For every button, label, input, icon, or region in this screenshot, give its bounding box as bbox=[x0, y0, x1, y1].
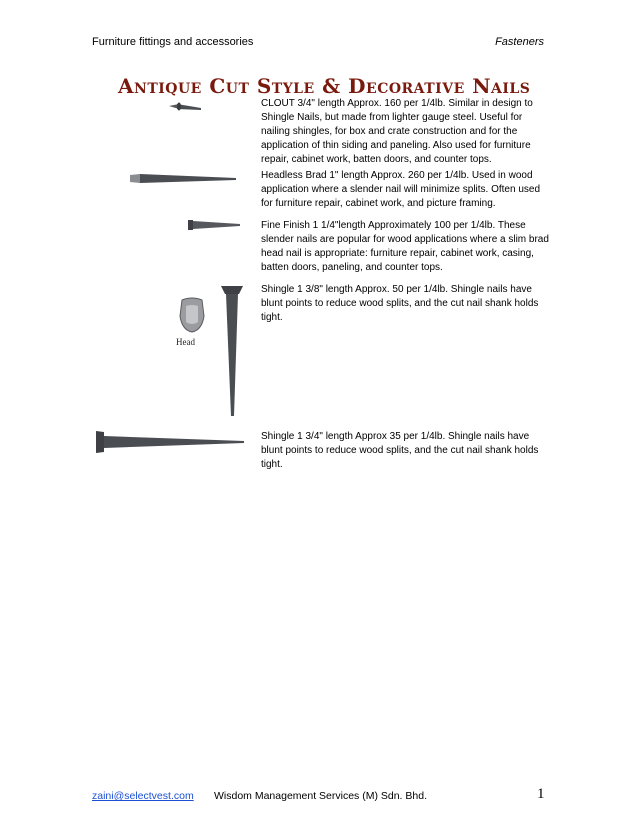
fine-finish-nail-image bbox=[186, 216, 242, 234]
footer-company: Wisdom Management Services (M) Sdn. Bhd. bbox=[214, 790, 427, 802]
footer-email-link[interactable]: zaini@selectvest.com bbox=[92, 790, 194, 802]
nail-head-image bbox=[176, 296, 208, 336]
clout-nail-image bbox=[165, 96, 205, 130]
entry-headless-brad: Headless Brad 1" length Approx. 260 per 1/4lb. Used in wood application where a slender nail will minimize splits. Often used for furniture repair, cabinet work, and picture framing. bbox=[261, 170, 541, 209]
entry-fine-finish: Fine Finish 1 1/4"length Approximately 100 per 1/4lb. These slender nails are popular for wood applications where a slim brad head nail is appropriate: furniture repair, cabinet work, casing, batten doors, paneling, and counter tops. bbox=[261, 220, 549, 273]
shingle-nail-vertical-image bbox=[218, 280, 246, 420]
page-title: Antique Cut Style & Decorative Nails bbox=[118, 74, 531, 98]
entry-shingle-1-3-8: Shingle 1 3/8" length Approx. 50 per 1/4lb. Shingle nails have blunt points to reduce wood splits, and the cut nail shank holds tight. bbox=[261, 284, 539, 323]
header-left: Furniture fittings and accessories bbox=[92, 36, 254, 48]
entry-clout: CLOUT 3/4" length Approx. 160 per 1/4lb. Similar in design to Shingle Nails, but made from lighter gauge steel. Useful for nailing shingles, for box and crate construction and for the application of thin siding and paneling. Also used for furniture repair, cabinet work, batten doors, and counter tops. bbox=[261, 98, 533, 165]
shingle-nail-horizontal-image bbox=[92, 428, 248, 456]
head-label: Head bbox=[176, 337, 195, 347]
header-right: Fasteners bbox=[495, 36, 544, 48]
page-number: 1 bbox=[537, 786, 545, 802]
entry-shingle-1-3-4: Shingle 1 3/4" length Approx 35 per 1/4lb. Shingle nails have blunt points to reduce wood splits, and the cut nail shank holds tight. bbox=[261, 431, 539, 470]
headless-brad-image bbox=[128, 168, 240, 190]
